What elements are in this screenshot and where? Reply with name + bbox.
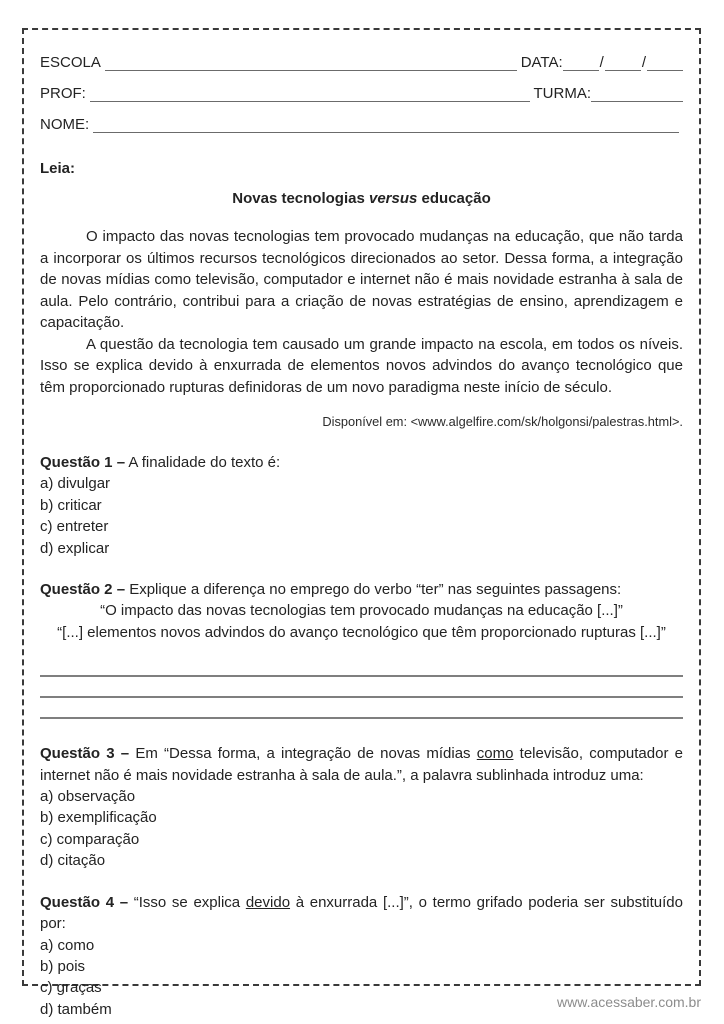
question-2-answer-area	[40, 656, 683, 719]
title-post: educação	[417, 190, 491, 207]
turma-blank-line	[591, 84, 683, 102]
question-4-option-d: d) também	[40, 1000, 112, 1018]
question-3-option-d: d) citação	[40, 852, 106, 870]
question-1-option-a: a) divulgar	[40, 475, 111, 493]
question-4-prompt-post: à enxurrada [...]”, o termo grifado poderia ser substituído por:	[40, 893, 683, 933]
question-2-heading	[40, 579, 683, 600]
question-2	[40, 579, 683, 719]
site-credit: www.acessaber.com.br	[557, 994, 701, 1010]
question-1-option-b: b) criticar	[40, 496, 102, 514]
escola-label: ESCOLA	[40, 54, 101, 71]
question-1-prompt: A finalidade do texto é:	[125, 454, 281, 471]
header-row-nome	[40, 113, 683, 133]
question-4-prompt-pre: “Isso se explica	[128, 893, 246, 911]
question-4-option-c: c) graças	[40, 979, 102, 997]
question-4-option-a: a) como	[40, 936, 95, 954]
reading-paragraph-1: O impacto das novas tecnologias tem provocado mudanças na educação, que não tarda a incorporar os últimos recursos tecnológicos direcionados ao setor. Dessa forma, a integração de novas mídias como televisão, computador e internet não é mais novidade estranha à sala de aula. Pelo contrário, contribui para a criação de novas estratégias de ensino, aprendizagem e capacitação.	[40, 228, 683, 331]
source-citation: Disponível em: <www.algelfire.com/sk/holgonsi/palestras.html>.	[322, 414, 683, 429]
nome-label: NOME:	[40, 116, 90, 133]
date-separator: /	[599, 54, 604, 71]
escola-blank-line	[105, 53, 517, 71]
question-1-heading	[40, 452, 683, 473]
question-4-option-b: b) pois	[40, 957, 86, 975]
header-row-prof	[40, 82, 683, 102]
date-month-blank	[605, 53, 641, 71]
question-4-heading	[40, 892, 683, 935]
answer-line	[40, 656, 683, 677]
title-italic-word: versus	[368, 190, 418, 207]
prof-blank-line	[90, 84, 530, 102]
leia-label: Leia:	[40, 160, 76, 177]
text-title	[40, 190, 683, 207]
date-separator: /	[641, 54, 646, 71]
question-3-prompt-post: televisão, computador e internet não é mais novidade estranha à sala de aula.”, a palavra sublinhada introduz uma:	[40, 745, 683, 784]
question-3-label: Questão 3 –	[40, 745, 130, 763]
title-pre: Novas tecnologias	[232, 190, 369, 207]
question-1-label: Questão 1 –	[40, 454, 126, 471]
question-1	[40, 452, 683, 559]
header-row-escola	[40, 51, 683, 71]
question-1-option-d: d) explicar	[40, 539, 110, 557]
reading-paragraph-2: A questão da tecnologia tem causado um grande impacto na escola, em todos os níveis. Isso se explica devido à enxurrada de elementos novos advindos do avanço tecnológico que têm proporcionado rupturas definidoras de um novo paradigma neste início de século.	[40, 335, 683, 396]
answer-line	[40, 698, 683, 719]
question-3-underlined-word: como	[476, 745, 514, 763]
turma-label: TURMA:	[533, 85, 591, 102]
question-3-prompt-pre: Em “Dessa forma, a integração de novas mídias	[129, 745, 477, 763]
question-4-underlined-word: devido	[245, 893, 291, 911]
question-3-option-b: b) exemplificação	[40, 809, 157, 827]
question-3-option-c: c) comparação	[40, 830, 140, 848]
data-label: DATA:	[520, 54, 563, 71]
prof-label: PROF:	[40, 85, 86, 102]
date-year-blank	[647, 53, 683, 71]
question-2-quote-2: “[...] elementos novos advindos do avanço tecnológico que têm proporcionado rupturas [...]”	[57, 623, 666, 641]
question-3-option-a: a) observação	[40, 788, 136, 806]
question-2-quote-1: “O impacto das novas tecnologias tem provocado mudanças na educação [...]”	[100, 602, 623, 620]
question-2-label: Questão 2 –	[40, 581, 126, 599]
question-4-label: Questão 4 –	[40, 893, 129, 911]
question-3	[40, 743, 683, 871]
date-day-blank	[563, 53, 599, 71]
question-3-heading	[40, 743, 683, 786]
question-2-prompt: Explique a diferença no emprego do verbo “ter” nas seguintes passagens:	[125, 581, 622, 599]
answer-line	[40, 677, 683, 698]
nome-blank-line	[93, 115, 679, 133]
question-1-option-c: c) entreter	[40, 518, 109, 536]
